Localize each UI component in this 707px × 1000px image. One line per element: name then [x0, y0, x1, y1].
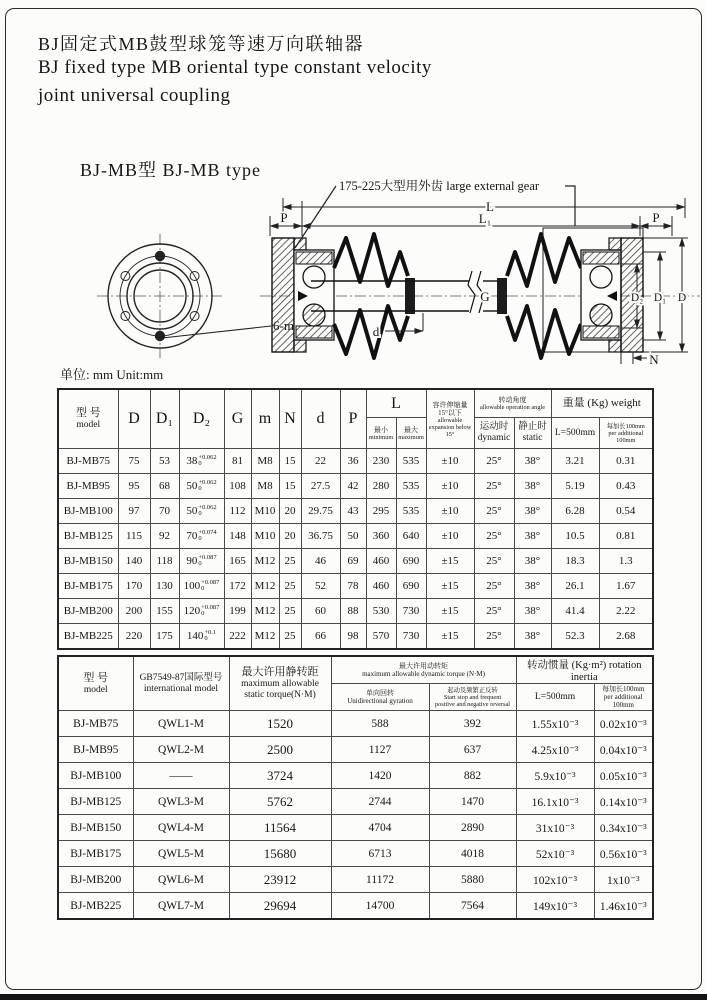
cell2-intl-model: QWL5-M — [133, 841, 229, 867]
cell-weight-500: 6.28 — [551, 499, 599, 524]
cell2-model: BJ-MB95 — [58, 737, 133, 763]
cell-L-max: 690 — [396, 549, 426, 574]
cell-G: 222 — [224, 624, 251, 650]
th2-iadd: 每加长100mm per additional 100mm — [594, 684, 653, 711]
th-L-max: 最大 maximum — [396, 418, 426, 449]
cell2-iadd: 0.02x10⁻³ — [594, 711, 653, 737]
th2-intl-model: GB7549-87国际型号 international model — [133, 656, 229, 711]
cell-weight-add: 0.43 — [599, 474, 653, 499]
torque-table — [57, 655, 654, 920]
cell-N: 20 — [279, 524, 301, 549]
cell2-reversal: 7564 — [429, 893, 516, 920]
cell2-intl-model: QWL1-M — [133, 711, 229, 737]
cell-D2: 50 +0.062 0 — [179, 499, 224, 524]
cell-weight-500: 3.21 — [551, 449, 599, 474]
dimensions-table-row — [58, 549, 653, 574]
cell-P: 42 — [340, 474, 366, 499]
th-L-group: L — [366, 389, 426, 418]
cell2-i500: 1.55x10⁻³ — [516, 711, 594, 737]
cell2-reversal: 5880 — [429, 867, 516, 893]
cell2-intl-model: QWL7-M — [133, 893, 229, 920]
cell-m: M12 — [251, 549, 279, 574]
dim-D1: D₁ — [653, 292, 667, 304]
cell-expansion: ±15 — [426, 599, 474, 624]
th2-dynamic-torque-group: 最大许用动转矩 maximum allowable dynamic torque (N·M) — [331, 656, 516, 684]
cell2-static-torque: 29694 — [229, 893, 331, 920]
page-title-en-1: BJ fixed type MB oriental type constant velocity — [38, 57, 432, 78]
cell2-unidirectional: 588 — [331, 711, 429, 737]
cell-expansion: ±10 — [426, 524, 474, 549]
cell2-unidirectional: 6713 — [331, 841, 429, 867]
dim-D2: D₂ — [630, 292, 644, 304]
cell-model: BJ-MB95 — [58, 474, 118, 499]
cell-P: 98 — [340, 624, 366, 650]
cell-L-max: 535 — [396, 474, 426, 499]
cell-m: M10 — [251, 499, 279, 524]
cell-m: M8 — [251, 449, 279, 474]
th-d: d — [301, 389, 340, 449]
cell-G: 199 — [224, 599, 251, 624]
cell-D2: 100 +0.087 0 — [179, 574, 224, 599]
gear-callout-leader — [295, 186, 575, 248]
cell-L-max: 730 — [396, 599, 426, 624]
cell2-reversal: 1470 — [429, 789, 516, 815]
cell-P: 50 — [340, 524, 366, 549]
cell-m: M10 — [251, 524, 279, 549]
cell2-unidirectional: 11172 — [331, 867, 429, 893]
cell-m: M8 — [251, 474, 279, 499]
th2-model: 型 号 model — [58, 656, 133, 711]
th-P: P — [340, 389, 366, 449]
dim-L: L — [486, 199, 494, 214]
shaft — [311, 271, 497, 313]
cell-D2: 50 +0.062 0 — [179, 474, 224, 499]
cell-weight-500: 41.4 — [551, 599, 599, 624]
cell-static-angle: 38° — [514, 499, 551, 524]
th-angle-group: 转动角度 allowable operation angle — [474, 389, 551, 418]
th2-i500: L=500mm — [516, 684, 594, 711]
torque-table-row — [58, 763, 653, 789]
cell-d: 66 — [301, 624, 340, 650]
cell-D1: 70 — [150, 499, 179, 524]
cell2-unidirectional: 4704 — [331, 815, 429, 841]
cell-static-angle: 38° — [514, 624, 551, 650]
th-wadd: 每加长100mm per additional 100mm — [599, 418, 653, 449]
cell2-iadd: 0.34x10⁻³ — [594, 815, 653, 841]
cell-weight-500: 5.19 — [551, 474, 599, 499]
cell-N: 25 — [279, 624, 301, 650]
cell2-static-torque: 2500 — [229, 737, 331, 763]
th2-unidirectional: 单向回转 Unidirectional gyration — [331, 684, 429, 711]
cell-static-angle: 38° — [514, 474, 551, 499]
th-L-min: 最小 minimum — [366, 418, 396, 449]
cell2-reversal: 4018 — [429, 841, 516, 867]
dimensions-table-row — [58, 624, 653, 650]
model-type-label: BJ-MB型 BJ-MB type — [80, 160, 262, 180]
cell-P: 78 — [340, 574, 366, 599]
cell2-intl-model: QWL4-M — [133, 815, 229, 841]
cell-expansion: ±15 — [426, 574, 474, 599]
cell2-iadd: 1x10⁻³ — [594, 867, 653, 893]
cell-G: 172 — [224, 574, 251, 599]
cell-weight-add: 2.68 — [599, 624, 653, 650]
cell-N: 25 — [279, 574, 301, 599]
cell2-reversal: 2890 — [429, 815, 516, 841]
cell-d: 22 — [301, 449, 340, 474]
cell-L-max: 535 — [396, 449, 426, 474]
unit-label: 单位: mm Unit:mm — [60, 367, 164, 382]
cell-weight-add: 0.54 — [599, 499, 653, 524]
cell-L-min: 230 — [366, 449, 396, 474]
cell2-static-torque: 5762 — [229, 789, 331, 815]
cell-static-angle: 38° — [514, 524, 551, 549]
cell-model: BJ-MB100 — [58, 499, 118, 524]
th-D: D — [118, 389, 150, 449]
cell-expansion: ±15 — [426, 624, 474, 650]
dimensions-table-row — [58, 524, 653, 549]
page-title-zh: BJ固定式MB鼓型球笼等速万向联轴器 — [38, 34, 365, 54]
cell-D2: 120 +0.087 0 — [179, 599, 224, 624]
cell2-i500: 16.1x10⁻³ — [516, 789, 594, 815]
cell-N: 15 — [279, 474, 301, 499]
cell-expansion: ±10 — [426, 499, 474, 524]
cell-D: 200 — [118, 599, 150, 624]
dimensions-table-row — [58, 574, 653, 599]
cell2-model: BJ-MB100 — [58, 763, 133, 789]
gear-callout-label: 175-225大型用外齿 large external gear — [339, 179, 540, 193]
cell-D1: 68 — [150, 474, 179, 499]
cell-D1: 155 — [150, 599, 179, 624]
torque-table-row — [58, 737, 653, 763]
cell2-i500: 102x10⁻³ — [516, 867, 594, 893]
cell2-intl-model: QWL3-M — [133, 789, 229, 815]
cell-weight-add: 2.22 — [599, 599, 653, 624]
cell-weight-500: 18.3 — [551, 549, 599, 574]
cell-P: 43 — [340, 499, 366, 524]
cell2-reversal: 882 — [429, 763, 516, 789]
cell-D2: 38 +0.062 0 — [179, 449, 224, 474]
cell-dynamic-angle: 25° — [474, 574, 514, 599]
cell-D: 220 — [118, 624, 150, 650]
cell-L-min: 360 — [366, 524, 396, 549]
cell2-model: BJ-MB175 — [58, 841, 133, 867]
cell2-static-torque: 15680 — [229, 841, 331, 867]
cell-P: 36 — [340, 449, 366, 474]
dim-P-left: P — [280, 210, 288, 225]
cell-D2: 70 +0.074 0 — [179, 524, 224, 549]
cell2-unidirectional: 14700 — [331, 893, 429, 920]
cell-D: 170 — [118, 574, 150, 599]
cell2-unidirectional: 2744 — [331, 789, 429, 815]
cell2-intl-model: —— — [133, 763, 229, 789]
cell2-i500: 5.9x10⁻³ — [516, 763, 594, 789]
cell2-static-torque: 11564 — [229, 815, 331, 841]
cell2-reversal: 637 — [429, 737, 516, 763]
cell2-model: BJ-MB225 — [58, 893, 133, 920]
torque-table-row — [58, 841, 653, 867]
cell2-unidirectional: 1420 — [331, 763, 429, 789]
th-static: 静止时 static — [514, 418, 551, 449]
th-m: m — [251, 389, 279, 449]
cell-model: BJ-MB200 — [58, 599, 118, 624]
dim-L1: L₁ — [478, 211, 492, 226]
cell-L-max: 690 — [396, 574, 426, 599]
dim-D: D — [677, 292, 687, 304]
cell2-model: BJ-MB200 — [58, 867, 133, 893]
cell-D1: 130 — [150, 574, 179, 599]
cell-L-min: 570 — [366, 624, 396, 650]
th-D1: D₁ — [150, 389, 179, 449]
cell-P: 69 — [340, 549, 366, 574]
cell-N: 25 — [279, 549, 301, 574]
torque-table-row — [58, 789, 653, 815]
cell2-model: BJ-MB125 — [58, 789, 133, 815]
torque-table-row — [58, 711, 653, 737]
cell-d: 36.75 — [301, 524, 340, 549]
dimensions-table — [57, 388, 654, 650]
cell-static-angle: 38° — [514, 449, 551, 474]
cell-G: 112 — [224, 499, 251, 524]
dim-N: N — [649, 352, 659, 367]
cell-L-min: 530 — [366, 599, 396, 624]
cell2-intl-model: QWL6-M — [133, 867, 229, 893]
cell2-i500: 31x10⁻³ — [516, 815, 594, 841]
cell-D2: 140 +0.1 0 — [179, 624, 224, 650]
cell-P: 88 — [340, 599, 366, 624]
cell-D: 95 — [118, 474, 150, 499]
cell-D1: 92 — [150, 524, 179, 549]
th-dynamic: 运动时 dynamic — [474, 418, 514, 449]
cell-weight-add: 0.31 — [599, 449, 653, 474]
cell-dynamic-angle: 25° — [474, 624, 514, 650]
dimensions-table-row — [58, 474, 653, 499]
cell-weight-500: 26.1 — [551, 574, 599, 599]
cell-m: M12 — [251, 624, 279, 650]
th-expansion: 容许伸缩量 15°以下 allowable expansion below 15° — [426, 389, 474, 449]
cell2-i500: 149x10⁻³ — [516, 893, 594, 920]
th-D2: D₂ — [179, 389, 224, 449]
page-title-en-2: joint universal coupling — [38, 85, 231, 106]
cell-model: BJ-MB75 — [58, 449, 118, 474]
cell2-reversal: 392 — [429, 711, 516, 737]
dimensions-table-row — [58, 449, 653, 474]
cell-model: BJ-MB225 — [58, 624, 118, 650]
cell-expansion: ±10 — [426, 449, 474, 474]
cell-D: 97 — [118, 499, 150, 524]
cell-d: 52 — [301, 574, 340, 599]
cell-model: BJ-MB175 — [58, 574, 118, 599]
dim-G: G — [480, 289, 490, 304]
cell-L-min: 280 — [366, 474, 396, 499]
cell-L-min: 460 — [366, 574, 396, 599]
cell-L-min: 295 — [366, 499, 396, 524]
torque-table-row — [58, 893, 653, 920]
cell-N: 15 — [279, 449, 301, 474]
th-w500: L=500mm — [551, 418, 599, 449]
cell-expansion: ±10 — [426, 474, 474, 499]
cell-weight-500: 52.3 — [551, 624, 599, 650]
cell-weight-500: 10.5 — [551, 524, 599, 549]
dim-d: d — [372, 324, 380, 339]
cell-G: 81 — [224, 449, 251, 474]
cell-static-angle: 38° — [514, 549, 551, 574]
cell2-static-torque: 3724 — [229, 763, 331, 789]
cell-D1: 53 — [150, 449, 179, 474]
cell-D: 115 — [118, 524, 150, 549]
cell-N: 20 — [279, 499, 301, 524]
dimensions-table-row — [58, 499, 653, 524]
right-joint — [497, 228, 643, 358]
cell-D1: 175 — [150, 624, 179, 650]
cell-d: 29.75 — [301, 499, 340, 524]
cell-m: M12 — [251, 574, 279, 599]
th2-static-torque: 最大许用静转距 maximum allowable static torque(N·M) — [229, 656, 331, 711]
cell-D1: 118 — [150, 549, 179, 574]
cell-dynamic-angle: 25° — [474, 499, 514, 524]
cell-dynamic-angle: 25° — [474, 474, 514, 499]
cell-G: 148 — [224, 524, 251, 549]
cell-static-angle: 38° — [514, 574, 551, 599]
cell-weight-add: 1.67 — [599, 574, 653, 599]
cell-d: 27.5 — [301, 474, 340, 499]
cell2-model: BJ-MB75 — [58, 711, 133, 737]
cell-G: 165 — [224, 549, 251, 574]
page-bottom-edge — [0, 994, 707, 1000]
cell-m: M12 — [251, 599, 279, 624]
th-weight-group: 重量 (Kg) weight — [551, 389, 653, 418]
cell-dynamic-angle: 25° — [474, 599, 514, 624]
th-N: N — [279, 389, 301, 449]
cell-D2: 90 +0.087 0 — [179, 549, 224, 574]
cell-D: 140 — [118, 549, 150, 574]
dim-P-right: P — [652, 210, 660, 225]
th-model: 型 号 model — [58, 389, 118, 449]
cell-weight-add: 0.81 — [599, 524, 653, 549]
dimensions-table-row — [58, 599, 653, 624]
cell-d: 60 — [301, 599, 340, 624]
technical-drawing — [55, 168, 705, 368]
cell2-i500: 52x10⁻³ — [516, 841, 594, 867]
cell-weight-add: 1.3 — [599, 549, 653, 574]
cell2-iadd: 0.04x10⁻³ — [594, 737, 653, 763]
cell2-static-torque: 23912 — [229, 867, 331, 893]
torque-table-row — [58, 815, 653, 841]
th2-inertia-group: 转动惯量 (Kg·m²) rotation inertia — [516, 656, 653, 684]
cell-dynamic-angle: 25° — [474, 549, 514, 574]
cell-d: 46 — [301, 549, 340, 574]
cell2-unidirectional: 1127 — [331, 737, 429, 763]
cell-L-max: 535 — [396, 499, 426, 524]
cell-L-max: 640 — [396, 524, 426, 549]
cell-G: 108 — [224, 474, 251, 499]
cell2-static-torque: 1520 — [229, 711, 331, 737]
cell-static-angle: 38° — [514, 599, 551, 624]
cell-N: 25 — [279, 599, 301, 624]
cell-expansion: ±15 — [426, 549, 474, 574]
cell2-i500: 4.25x10⁻³ — [516, 737, 594, 763]
th-G: G — [224, 389, 251, 449]
cell-dynamic-angle: 25° — [474, 524, 514, 549]
cell-dynamic-angle: 25° — [474, 449, 514, 474]
torque-table-row — [58, 867, 653, 893]
cell2-intl-model: QWL2-M — [133, 737, 229, 763]
cell-model: BJ-MB125 — [58, 524, 118, 549]
cell2-iadd: 1.46x10⁻³ — [594, 893, 653, 920]
cell-L-max: 730 — [396, 624, 426, 650]
cell2-iadd: 0.56x10⁻³ — [594, 841, 653, 867]
th2-reversal: 起动及频繁正反转 Start stop and frequent positive and negative reversal — [429, 684, 516, 711]
cell-L-min: 460 — [366, 549, 396, 574]
cell2-iadd: 0.05x10⁻³ — [594, 763, 653, 789]
cell-D: 75 — [118, 449, 150, 474]
cell-model: BJ-MB150 — [58, 549, 118, 574]
cell2-model: BJ-MB150 — [58, 815, 133, 841]
cell2-iadd: 0.14x10⁻³ — [594, 789, 653, 815]
